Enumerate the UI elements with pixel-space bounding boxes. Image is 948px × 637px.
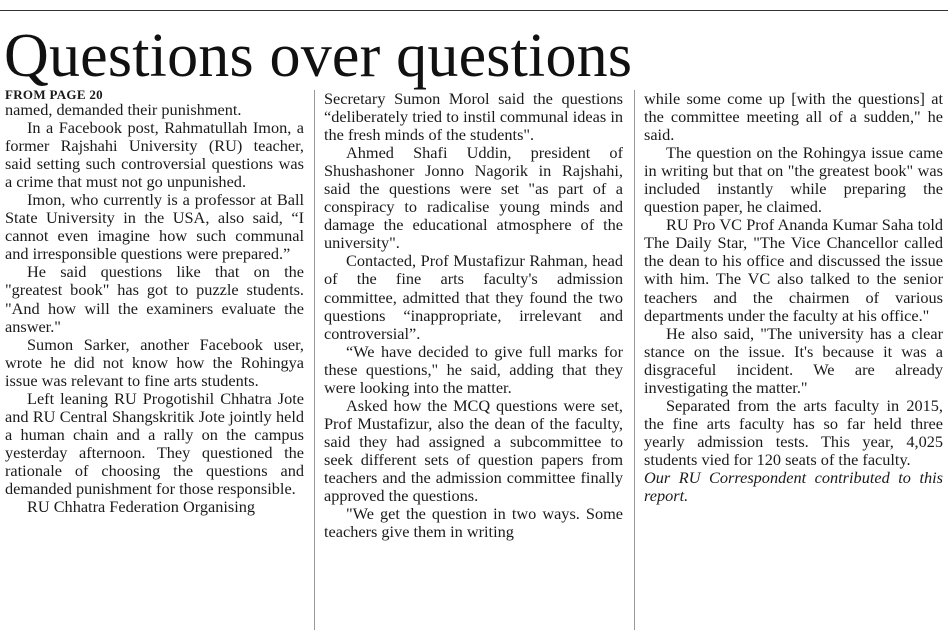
article-column-3: [644, 90, 943, 622]
paragraph: Ahmed Shafi Uddin, president of Shushashoner Jonno Nagorik in Rajshahi, said the questions were set "as part of a conspiracy to radicalise young minds and damage the educational atmosphere of the university".: [324, 143, 623, 253]
paragraph: Left leaning RU Progotishil Chhatra Jote and RU Central Shangskritik Jote jointly held a human chain and a rally on the campus yesterday afternoon. They questioned the rationale of choosing the questions and demanded punishment for those responsible.: [5, 388, 304, 498]
top-rule: [0, 10, 948, 11]
paragraph: "We get the question in two ways. Some teachers give them in writing: [324, 504, 623, 542]
paragraph: RU Pro VC Prof Ananda Kumar Saha told The Daily Star, "The Vice Chancellor called the dean to his office and discussed the issue with him. The VC also talked to the senior teachers and the chairmen of various departments under the faculty at his office.": [644, 215, 943, 325]
article-column-1: [5, 101, 304, 633]
paragraph: “We have decided to give full marks for these questions," he said, adding that they were looking into the matter.: [324, 341, 623, 397]
paragraph: Secretary Sumon Morol said the questions “deliberately tried to instil communal ideas in the fresh minds of the students".: [324, 90, 623, 145]
paragraph: Separated from the arts faculty in 2015, the fine arts faculty has so far held three yearly admission tests. This year, 4,025 students vied for 120 seats of the faculty.: [644, 395, 943, 469]
paragraph: He also said, "The university has a clear stance on the issue. It's because it was a disgraceful incident. We are already investigating the matter.": [644, 323, 943, 397]
paragraph: In a Facebook post, Rahmatullah Imon, a former Rajshahi University (RU) teacher, said setting such controversial questions was a crime that must not go unpunished.: [5, 118, 304, 192]
paragraph: Asked how the MCQ questions were set, Prof Mustafizur, also the dean of the faculty, said they had assigned a subcommittee to seek different sets of question papers from teachers and the admission committee finally approved the questions.: [324, 395, 623, 506]
paragraph: He said questions like that on the "greatest book" has got to puzzle students. "And how will the examiners evaluate the answer.": [5, 262, 304, 336]
paragraph: Contacted, Prof Mustafizur Rahman, head of the fine arts faculty's admission committee, admitted that they found the two questions “inappropriate, irrelevant and controversial”.: [324, 251, 623, 343]
article-column-2: [324, 90, 623, 622]
column-divider: [634, 90, 635, 630]
correspondent-credit: Our RU Correspondent contributed to this report.: [644, 467, 943, 506]
continuation-label: FROM PAGE 20: [5, 87, 103, 102]
paragraph: Imon, who currently is a professor at Ball State University in the USA, also said, “I cannot even imagine how such communal and irresponsible questions were prepared.”: [5, 190, 304, 264]
headline: Questions over questions: [4, 22, 633, 90]
paragraph: The question on the Rohingya issue came in writing but that on "the greatest book" was included instantly while preparing the question paper, he claimed.: [644, 143, 943, 217]
paragraph: Sumon Sarker, another Facebook user, wrote he did not know how the Rohingya issue was relevant to fine arts students.: [5, 334, 304, 390]
paragraph: while some come up [with the questions] at the committee meeting all of a sudden," he said.: [644, 90, 943, 145]
paragraph: RU Chhatra Federation Organising: [27, 497, 256, 517]
paragraph: named, demanded their punishment.: [5, 101, 242, 119]
column-divider: [314, 90, 315, 630]
